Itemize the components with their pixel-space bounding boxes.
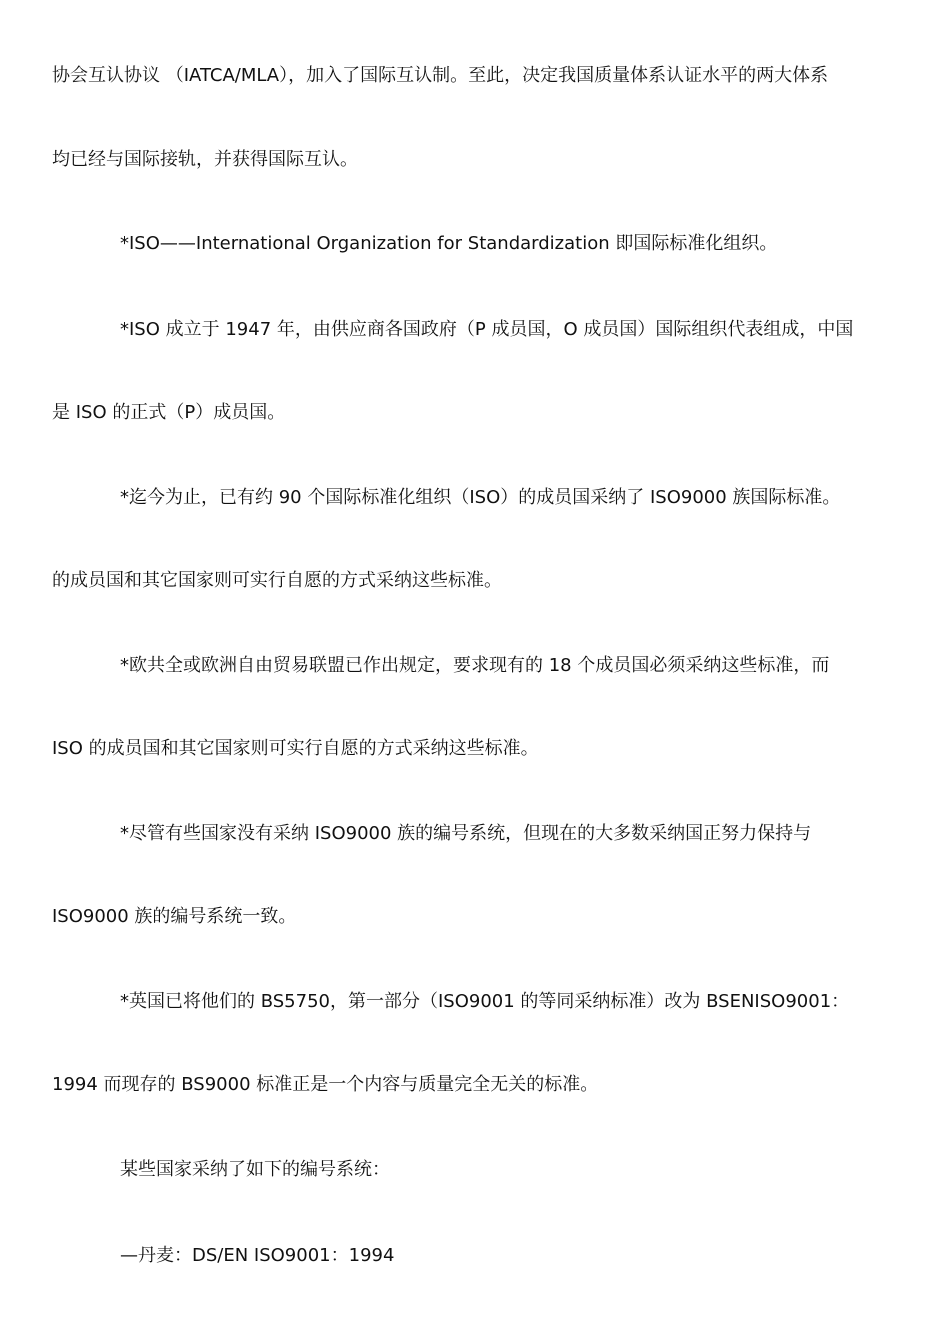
paragraph-line: 是 ISO 的正式（P）成员国。 — [52, 402, 286, 423]
paragraph-line: *ISO 成立于 1947 年，由供应商各国政府（P 成员国，O 成员国）国际组织代表组成，中国 — [120, 319, 854, 340]
paragraph-line: —丹麦：DS/EN ISO9001：1994 — [120, 1245, 395, 1266]
paragraph-line: ISO 的成员国和其它国家则可实行自愿的方式采纳这些标准。 — [52, 738, 539, 759]
paragraph-line: 某些国家采纳了如下的编号系统： — [120, 1159, 390, 1180]
paragraph-line: 1994 而现存的 BS9000 标准正是一个内容与质量完全无关的标准。 — [52, 1074, 599, 1095]
paragraph-line: *尽管有些国家没有采纳 ISO9000 族的编号系统，但现在的大多数采纳国正努力保持与 — [120, 823, 812, 844]
paragraph-line: *迄今为止，已有约 90 个国际标准化组织（ISO）的成员国采纳了 ISO9000 族国际标准。 — [120, 487, 841, 508]
paragraph-line: 的成员国和其它国家则可实行自愿的方式采纳这些标准。 — [52, 570, 502, 591]
paragraph-line: *英国已将他们的 BS5750，第一部分（ISO9001 的等同采纳标准）改为 BSENISO9001： — [120, 991, 850, 1012]
paragraph-line: 均已经与国际接轨，并获得国际互认。 — [52, 149, 358, 170]
paragraph-line: ISO9000 族的编号系统一致。 — [52, 906, 297, 927]
paragraph-line: *欧共全或欧洲自由贸易联盟已作出规定，要求现有的 18 个成员国必须采纳这些标准，而 — [120, 655, 830, 676]
paragraph-line: *ISO——International Organization for Standardization 即国际标准化组织。 — [120, 233, 778, 254]
paragraph-line: 协会互认协议 （IATCA/MLA），加入了国际互认制。至此，决定我国质量体系认证水平的两大体系 — [52, 65, 829, 86]
